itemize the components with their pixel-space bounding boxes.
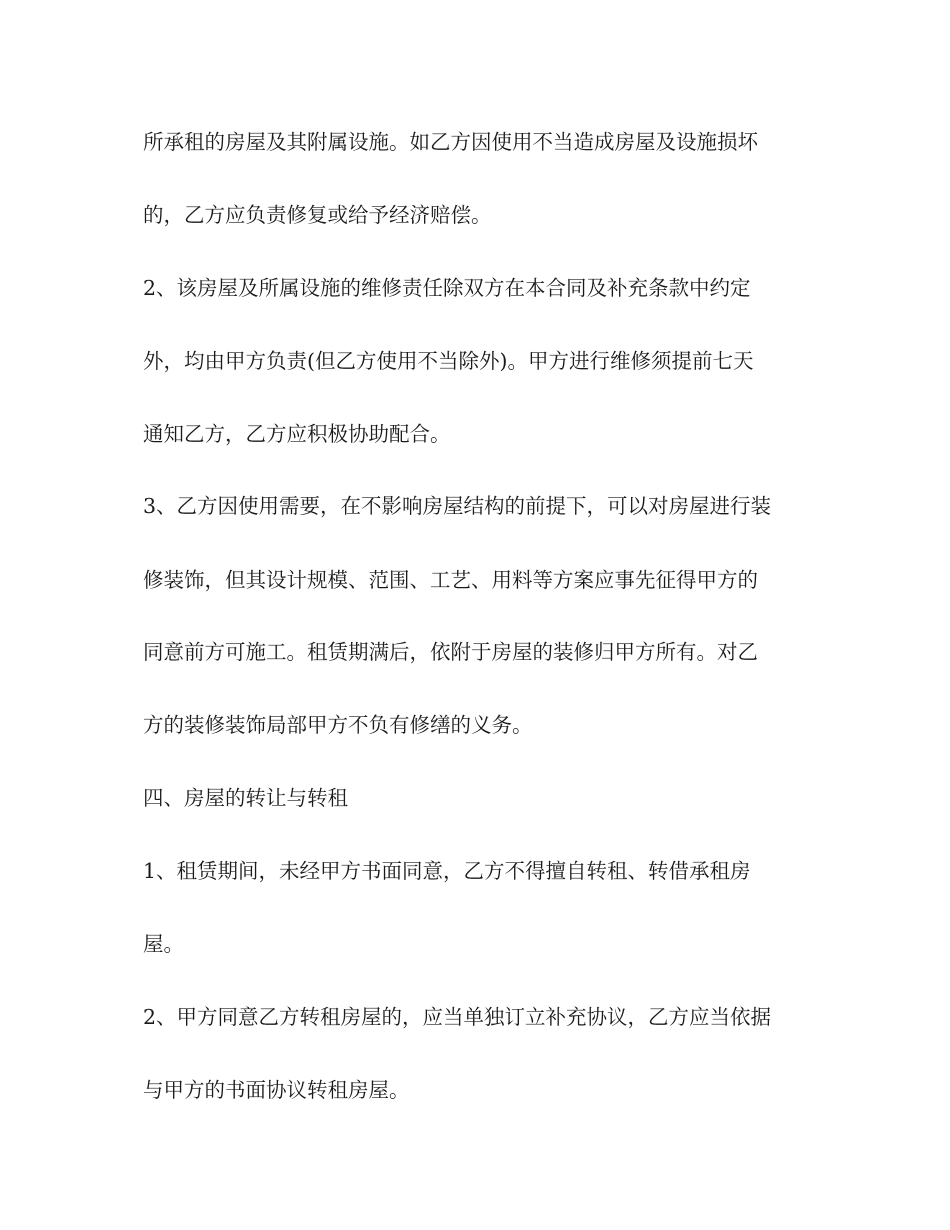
text-line-6: 3、乙方因使用需要，在不影响房屋结构的前提下，可以对房屋进行装 [143, 494, 772, 518]
text-line-3: 2、该房屋及所属设施的维修责任除双方在本合同及补充条款中约定 [143, 276, 751, 300]
text-line-14: 与甲方的书面协议转租房屋。 [143, 1078, 410, 1102]
text-line-8: 同意前方可施工。租赁期满后，依附于房屋的装修归甲方所有。对乙 [143, 640, 758, 664]
text-line-13: 2、甲方同意乙方转租房屋的，应当单独订立补充协议，乙方应当依据 [143, 1005, 772, 1029]
text-line-12: 屋。 [143, 932, 184, 956]
text-line-5: 通知乙方，乙方应积极协助配合。 [143, 422, 451, 446]
text-line-4: 外，均由甲方负责(但乙方使用不当除外)。甲方进行维修须提前七天 [143, 349, 754, 373]
text-line-7: 修装饰，但其设计规模、范围、工艺、用料等方案应事先征得甲方的 [143, 568, 758, 592]
text-line-9: 方的装修装饰局部甲方不负有修缮的义务。 [143, 713, 533, 737]
section-heading: 四、房屋的转让与转租 [143, 786, 348, 810]
text-line-2: 的，乙方应负责修复或给予经济赔偿。 [143, 203, 492, 227]
text-line-1: 所承租的房屋及其附属设施。如乙方因使用不当造成房屋及设施损坏 [143, 130, 758, 154]
text-line-11: 1、租赁期间，未经甲方书面同意，乙方不得擅自转租、转借承租房 [143, 859, 751, 883]
